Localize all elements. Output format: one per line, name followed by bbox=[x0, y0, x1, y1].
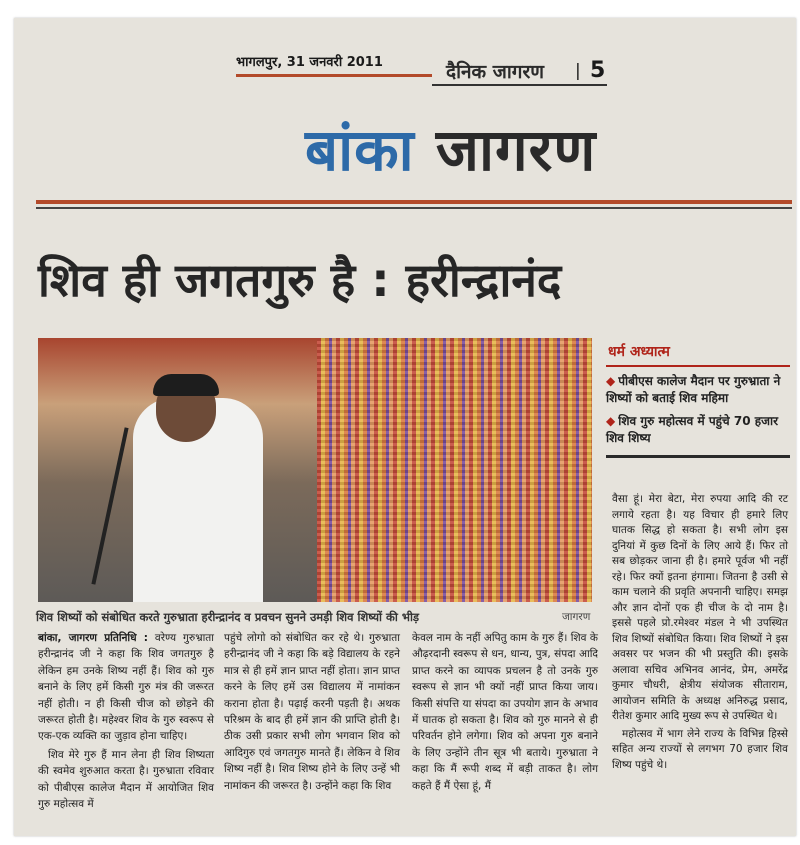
masthead-rule-red bbox=[36, 200, 792, 204]
speaker-cap bbox=[153, 374, 219, 396]
sidebar-bullet-1: ◆ पीबीएस कालेज मैदान पर गुरुभ्राता ने शिष्यों को बताई शिव महिमा bbox=[606, 374, 781, 405]
dateline: भागलपुर, 31 जनवरी 2011 bbox=[236, 55, 383, 70]
microphone-stand bbox=[91, 427, 128, 584]
masthead-dark-word: जागरण bbox=[435, 116, 597, 184]
bullet-icon: ◆ bbox=[606, 374, 616, 388]
masthead-blue-word: बांका bbox=[305, 116, 415, 184]
article-paragraph: केवल नाम के नहीं अपितु काम के गुरु हैं। शिव के औढ़रदानी स्वरूप से धन, धान्य, पुत्र, संपदा आदि प्राप्त करने का व्यापक प्रचलन है तो उनके गुरु स्वरूप से ज्ञान भी क्यों नहीं प्राप्त किया जाय। किसी संपत्ति या संपदा का उपयोग ज्ञान के अभाव में घातक हो सकता है। शिव को गुरु मानने से ही परिवर्तन होने लगेगा। शिव को अपना गुरु बनाने के लिए उन्होंने तीन सूत्र भी बताये। गुरुभ्राता ने कहा कि मैं रूपी शब्द में बड़ी ताकत है। लोग कहते हैं मैं ऐसा हूं, मैं bbox=[412, 632, 598, 792]
news-photo bbox=[38, 338, 592, 602]
article-column-2 bbox=[224, 630, 400, 796]
sidebar-bullet-2: ◆ शिव गुरु महोत्सव में पहुंचे 70 हजार शिव शिष्य bbox=[606, 414, 779, 445]
crowd-photo bbox=[317, 338, 592, 602]
article-paragraph: वरेण्य गुरुभ्राता हरीन्द्रानंद जी ने कहा कि शिव जगतगुरु है लेकिन हम उनके शिष्य नहीं हैं। शिव को गुरु बनाने के लिए हमें किसी गुरु मंत्र की जरूरत नहीं होती। न ही किसी चीज को छोड़ने की जरूरत होती है। महेश्वर शिव के गुरु स्वरूप से एक-एक व्यक्ति का जुड़ाव होना चाहिए। bbox=[38, 632, 214, 743]
page-number: 5 bbox=[590, 58, 606, 83]
brand-name: दैनिक जागरण bbox=[446, 61, 544, 83]
dateline-rule bbox=[236, 74, 432, 77]
sidebar-box bbox=[606, 340, 790, 458]
brand-rule bbox=[432, 84, 607, 86]
article-paragraph: वैसा हूं। मेरा बेटा, मेरा रुपया आदि की रट लगाये रहता है। यह विचार ही हमारे लिए घातक सिद्ध हो सकता है। सभी लोग इस दुनियां में कुछ दिनों के लिए आये हैं। फिर तो सब छोड़कर जाना ही है। हमारे पूर्वज भी नहीं रहे। फिर क्यों इतना हंगामा। जितना है उसी से काम चलाने की प्रवृति अपनानी चाहिए। समझ और ज्ञान दोनों एक ही चीज के दो नाम है। इससे पहले प्रो.रमेश्वर मंडल ने भी उपस्थित शिव शिष्यों संबोधित किया। शिव शिष्यों ने इस अवसर पर भजन की भी प्रस्तुति की। इसके अलावा सचिव अभिनव आनंद, प्रेम, अमरेंद्र कुमार चौधरी, क्षेत्रीय संयोजक सीताराम, आयोजन समिति के अध्यक्ष अनिरुद्ध प्रसाद, रीतेश कुमार आदि मुख्य रूप से उपस्थित थे। bbox=[612, 493, 788, 722]
sidebar-title: धर्म अध्यात्म bbox=[606, 340, 790, 367]
speaker-photo bbox=[38, 338, 317, 602]
masthead bbox=[305, 108, 596, 187]
article-column-4 bbox=[612, 492, 788, 775]
photo-credit: जागरण bbox=[562, 611, 591, 623]
masthead-rule-dark bbox=[36, 207, 792, 209]
headline: शिव ही जगतगुरु है : हरीन्द्रानंद bbox=[38, 253, 562, 307]
bullet-icon: ◆ bbox=[606, 414, 616, 428]
photo-caption: शिव शिष्यों को संबोधित करते गुरुभ्राता हरीन्द्रानंद व प्रवचन सुनने उमड़ी शिव शिष्यों की भीड़ bbox=[36, 610, 420, 624]
header-separator: | bbox=[575, 61, 581, 81]
byline: बांका, जागरण प्रतिनिधि : bbox=[38, 632, 149, 644]
article-paragraph: शिव मेरे गुरु हैं मान लेना ही शिव शिष्यता की स्वमेव शुरुआत करता है। गुरुभ्राता रविवार को पीबीएस कालेज मैदान में आयोजित शिव गुरु महोत्सव में bbox=[38, 748, 214, 811]
article-column-3 bbox=[412, 630, 598, 796]
article-paragraph: पहुंचे लोगो को संबोधित कर रहे थे। गुरुभ्राता हरीन्द्रानंद जी ने कहा कि बड़े विद्यालय के रहने मात्र से ही हमें ज्ञान प्राप्त नहीं होता। ज्ञान प्राप्त करने के लिए हमें उस विद्यालय में नामांकन कराना होता है। पढ़ाई करनी पड़ती है। अथक परिश्रम के बाद ही हमें ज्ञान की प्राप्ति होती है। ठीक उसी प्रकार सभी लोग भगवान शिव को आदिगुरु एवं जगतगुरु मानते हैं। लेकिन वे शिव शिष्य नहीं है। शिव शिष्य होने के लिए उन्हें भी नामांकन की जरूरत है। उन्होंने कहा कि शिव bbox=[224, 632, 400, 792]
article-paragraph: महोत्सव में भाग लेने राज्य के विभिन्न हिस्से सहित अन्य राज्यों से लगभग 70 हजार शिव शिष्य पहुंचे थे। bbox=[612, 727, 788, 771]
article-column-1 bbox=[38, 630, 214, 814]
sidebar-rule bbox=[606, 455, 790, 458]
